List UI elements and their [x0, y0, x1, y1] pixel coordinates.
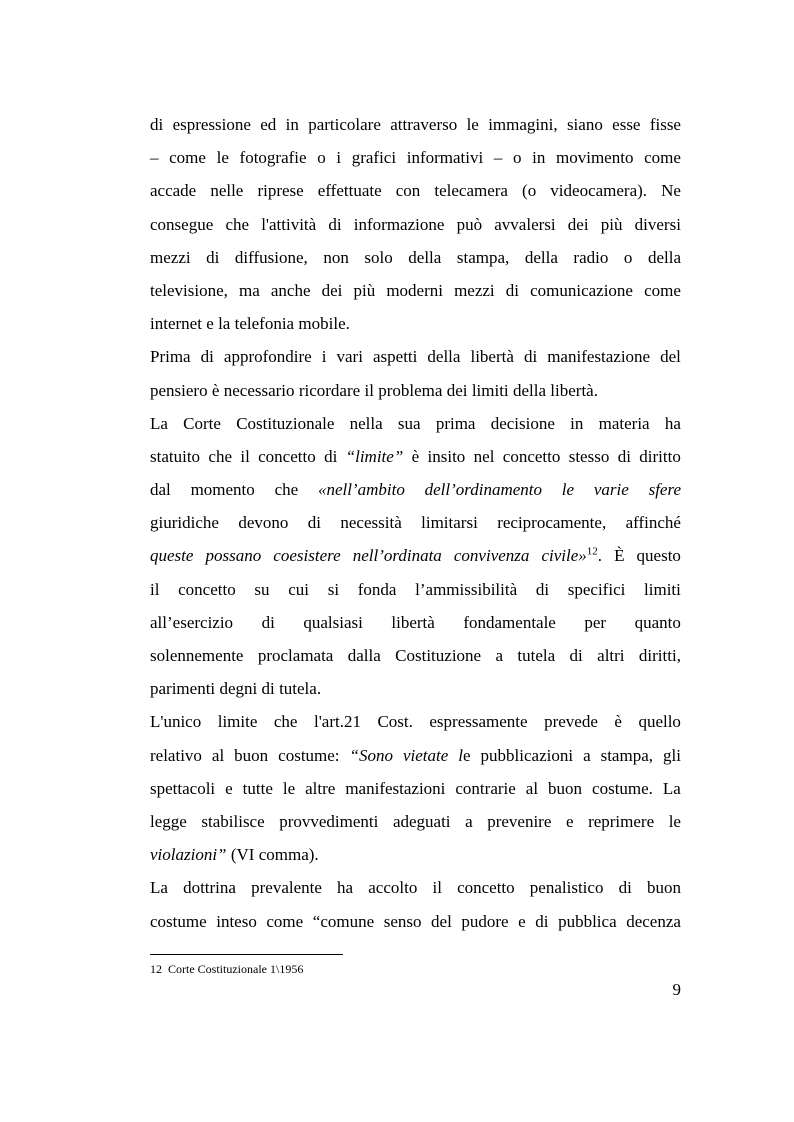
word: decenza [626, 911, 681, 931]
text-line [150, 772, 681, 805]
word: “comune [312, 911, 375, 931]
word: necessario [223, 380, 295, 400]
word: libertà [470, 347, 514, 367]
text-line [150, 141, 681, 174]
word: – [150, 148, 159, 168]
word: o [623, 247, 633, 267]
word: l'art.21 [313, 712, 361, 732]
word: che [208, 446, 232, 466]
word: solennemente [150, 646, 244, 665]
word: «nell’ambito [317, 480, 405, 500]
word: pubblicazioni [480, 745, 574, 765]
word: momento [190, 480, 255, 500]
word: stabilisce [201, 811, 265, 831]
word: dalla [347, 646, 381, 665]
word: espressamente [429, 712, 528, 732]
word: stesso [568, 446, 610, 466]
word: diritto [639, 446, 681, 466]
word: limite [217, 712, 258, 732]
word: La [150, 413, 168, 433]
word: consegue [150, 214, 214, 234]
word: con [395, 181, 421, 201]
word: dal [150, 480, 171, 500]
word: tutela [517, 646, 556, 665]
word: più [600, 214, 623, 234]
word: della [408, 247, 442, 267]
word: di [150, 115, 164, 134]
word: queste [150, 546, 194, 566]
word: costume: [278, 745, 340, 765]
text-line [150, 905, 681, 938]
word: Prima [150, 347, 191, 367]
page-number: 9 [672, 980, 681, 999]
word: l’ammissibilità [415, 579, 518, 599]
word: concetto [258, 446, 316, 466]
word: limitarsi [421, 513, 478, 533]
word: libertà [391, 612, 435, 632]
word: internet [150, 314, 202, 334]
word: dei [446, 380, 468, 400]
word: È [614, 546, 625, 566]
word: altri [597, 646, 625, 665]
word: più [353, 280, 376, 300]
word: che [274, 480, 299, 500]
word: movimento [556, 148, 634, 168]
word: nella [349, 413, 383, 433]
word: solo [364, 247, 393, 267]
word: della [524, 247, 558, 267]
word: ricordare [298, 380, 361, 400]
word: approfondire [223, 347, 312, 367]
word: fisse [649, 115, 681, 134]
word: nell’ordinata [352, 546, 442, 566]
word: La [150, 878, 168, 898]
word: moderni [386, 280, 443, 300]
text-line [150, 805, 681, 838]
word: Costituzionale [236, 413, 335, 433]
word: giuridiche [150, 513, 219, 533]
word: altre [305, 778, 336, 798]
word: Costituzione [395, 646, 482, 665]
word: come [644, 280, 681, 300]
word: in [532, 148, 546, 168]
word: statuito [150, 446, 201, 466]
word: prevenire [487, 811, 552, 831]
word: ha [664, 413, 681, 433]
word: qualsiasi [303, 612, 363, 632]
word: o [512, 148, 522, 168]
word: e [565, 811, 574, 831]
word: materia [598, 413, 650, 433]
word: le [458, 745, 471, 765]
word: nel [473, 446, 495, 466]
text-line [150, 174, 681, 207]
word: e [518, 911, 526, 931]
word: manifestazione [547, 347, 651, 367]
word: il [432, 878, 442, 898]
word: dottrina [183, 878, 236, 898]
word: avvalersi [494, 214, 556, 234]
word: di [200, 347, 214, 367]
word: comma). [258, 845, 319, 865]
word: dei [321, 280, 343, 300]
text-line [150, 307, 681, 340]
word: della [647, 247, 681, 267]
word: l'attività [261, 214, 317, 234]
word: pensiero [150, 380, 208, 400]
word: devono [238, 513, 289, 533]
word: violazioni” [150, 845, 227, 865]
word: – [493, 148, 503, 168]
word: (VI [230, 845, 255, 865]
word: tutte [242, 778, 273, 798]
word: adeguati [392, 811, 451, 831]
word: la [218, 314, 231, 334]
word: espressione [172, 115, 251, 134]
word: il [240, 446, 250, 466]
word: informazione [353, 214, 445, 234]
text-line [150, 274, 681, 307]
text-line [150, 208, 681, 241]
text-line [150, 672, 681, 705]
footnote [150, 962, 303, 977]
word: mezzi [150, 247, 191, 267]
word: prevalente [251, 878, 322, 898]
word: quello [638, 712, 681, 732]
word: del [431, 911, 452, 931]
word: diffusione, [234, 247, 308, 267]
word: pudore [461, 911, 509, 931]
word: dell’ordinamento [424, 480, 543, 500]
word: le [466, 115, 479, 134]
word: prima [435, 413, 476, 433]
word: è [211, 380, 220, 400]
text-line [150, 871, 681, 904]
word: di [261, 679, 275, 699]
word: possano [205, 546, 262, 566]
text-line [150, 241, 681, 274]
word: inteso [216, 911, 257, 931]
text-line [150, 440, 681, 473]
footnote-separator [150, 954, 343, 955]
text-line [150, 705, 681, 738]
word: civile»$^{12}$. [541, 545, 603, 566]
word: immagini, [488, 115, 558, 134]
word: mezzi [454, 280, 495, 300]
word: esse [612, 115, 641, 134]
word: (o [522, 181, 537, 201]
word: come [266, 911, 304, 931]
word: L'unico [150, 712, 202, 732]
word: le [561, 480, 575, 500]
text-line [150, 506, 681, 539]
word: televisione, [150, 280, 228, 300]
word: vari [336, 347, 363, 367]
text-line [150, 606, 681, 639]
word: senso [383, 911, 422, 931]
word: sua [397, 413, 421, 433]
footnote-number: 12 [150, 962, 162, 976]
word: fondamentale [463, 612, 556, 632]
word: fotografie [239, 148, 307, 168]
word: a [495, 646, 504, 665]
word: in [285, 115, 299, 134]
word: manifestazioni [345, 778, 446, 798]
word: limiti [471, 380, 509, 400]
text-line [150, 539, 681, 572]
word: buon [234, 745, 269, 765]
word: che [225, 214, 250, 234]
word: aspetti [372, 347, 418, 367]
word: ed [260, 115, 277, 134]
word: le [668, 811, 681, 831]
word: nelle [210, 181, 244, 201]
word: necessità [340, 513, 402, 533]
word: di [324, 446, 338, 466]
word: reciprocamente, [497, 513, 607, 533]
word: il [150, 579, 160, 599]
word: accade [150, 181, 197, 201]
word: per [584, 612, 607, 632]
word: pubblica [558, 911, 617, 931]
word: penalistico [529, 878, 604, 898]
word: come [169, 148, 206, 168]
word: limiti [644, 579, 681, 599]
word: cui [288, 579, 310, 599]
word: grafici [351, 148, 397, 168]
word: è [614, 712, 622, 732]
word: stampa, [600, 745, 653, 765]
text-line [150, 340, 681, 373]
word: spettacoli [150, 778, 216, 798]
text-line [150, 473, 681, 506]
word: affinché [625, 513, 681, 533]
word: di [617, 446, 631, 466]
word: informativi [406, 148, 484, 168]
word: concetto [502, 446, 561, 466]
word: a [465, 811, 473, 831]
word: “limite” [345, 446, 404, 466]
word: buon [548, 778, 583, 798]
word: di [535, 579, 550, 599]
word: dei [567, 214, 589, 234]
word: parimenti [150, 679, 216, 699]
text-line [150, 573, 681, 606]
word: libertà. [550, 380, 598, 400]
word: siano [566, 115, 603, 134]
word: telefonia [234, 314, 295, 334]
footnote-text: Corte Costituzionale 1\1956 [168, 962, 304, 976]
text-line [150, 108, 681, 141]
word: si [327, 579, 340, 599]
word: concetto [178, 579, 236, 599]
word: degni [219, 679, 258, 699]
word: proclamata [257, 646, 334, 665]
word: all’esercizio [150, 612, 234, 632]
word: di [307, 513, 321, 533]
word: di [261, 612, 275, 632]
word: diversi [634, 214, 681, 234]
word: prevede [544, 712, 598, 732]
body-text [150, 108, 681, 938]
word: di [569, 646, 583, 665]
word: particolare [308, 115, 381, 134]
text-line [150, 838, 681, 871]
word: che [273, 712, 298, 732]
word: diritti, [638, 646, 681, 665]
word: mobile. [298, 314, 350, 334]
word: della [512, 380, 546, 400]
text-line [150, 374, 681, 407]
word: di [618, 878, 632, 898]
word: costume [150, 911, 207, 931]
word: gli [662, 745, 681, 765]
word: costume. [592, 778, 653, 798]
word: i [336, 148, 342, 168]
word: il [364, 380, 374, 400]
word: legge [150, 811, 187, 831]
word: Corte [183, 413, 221, 433]
word: e [206, 314, 214, 334]
word: come [644, 148, 681, 168]
word: di [535, 911, 549, 931]
word: quanto [634, 612, 681, 632]
text-line [150, 739, 681, 772]
word: di [523, 347, 538, 367]
word: problema [378, 380, 443, 400]
word: tutela. [279, 679, 322, 699]
word: al [211, 745, 225, 765]
word: al [525, 778, 539, 798]
word: questo [636, 546, 681, 566]
word: videocamera). [550, 181, 648, 201]
word: vietate [402, 745, 449, 765]
word: è [411, 446, 420, 466]
word: decisione [490, 413, 555, 433]
word: Ne [661, 181, 681, 201]
word: può [456, 214, 483, 234]
word: effettuate [317, 181, 382, 201]
text-line [150, 639, 681, 672]
word: e [225, 778, 233, 798]
word: concetto [457, 878, 515, 898]
word: sfere [648, 480, 681, 500]
word: su [254, 579, 270, 599]
word: riprese [257, 181, 304, 201]
word: ha [337, 878, 354, 898]
word: “Sono [349, 745, 393, 765]
word: fonda [357, 579, 397, 599]
word: di [505, 280, 519, 300]
word: stampa, [456, 247, 510, 267]
word: ma [239, 280, 260, 300]
word: in [570, 413, 584, 433]
word: comunicazione [530, 280, 633, 300]
word: provvedimenti [279, 811, 379, 831]
word: a [583, 745, 591, 765]
word: La [662, 778, 681, 798]
word: relativo [150, 745, 202, 765]
word: specifici [567, 579, 626, 599]
word: le [216, 148, 229, 168]
word: radio [573, 247, 609, 267]
word: di [206, 247, 220, 267]
word: varie [593, 480, 629, 500]
word: del [660, 347, 681, 367]
word: accolto [368, 878, 418, 898]
word: telecamera [434, 181, 508, 201]
word: buon [646, 878, 681, 898]
word: attraverso [390, 115, 458, 134]
word: le [282, 778, 296, 798]
word: non [323, 247, 349, 267]
word: contrarie [455, 778, 516, 798]
word: della [427, 347, 461, 367]
word: insito [427, 446, 466, 466]
word: reprimere [588, 811, 655, 831]
word: Cost. [377, 712, 413, 732]
word: o [317, 148, 326, 168]
word: convivenza [453, 546, 530, 566]
word: anche [270, 280, 311, 300]
word: coesistere [273, 546, 341, 566]
word: i [321, 347, 327, 367]
text-line [150, 407, 681, 440]
word: di [328, 214, 342, 234]
